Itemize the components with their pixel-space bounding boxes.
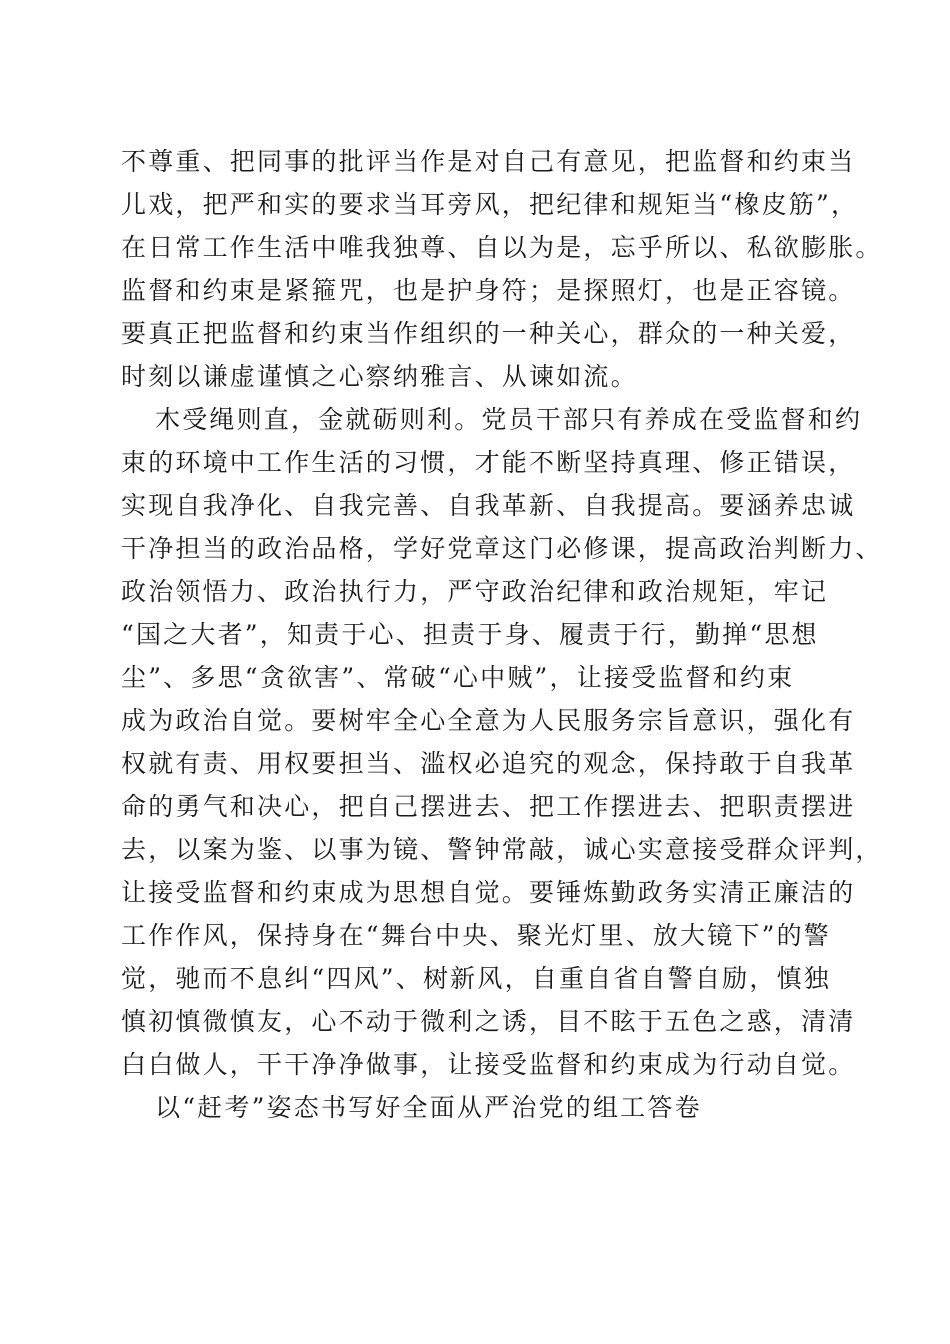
text-line: 让接受监督和约束成为思想自觉。要锤炼勤政务实清正廉洁的 [121, 878, 856, 907]
text-line: 实现自我净化、自我完善、自我革新、自我提高。要涵养忠诚 [121, 491, 856, 520]
text-line: “国之大者”，知责于心、担责于身、履责于行，勤掸“思想 [121, 620, 819, 649]
text-line: 干净担当的政治品格，学好党章这门必修课，提高政治判断力、 [121, 534, 883, 563]
text-line: 尘”、多思“贪欲害”、常破“心中贼”，让接受监督和约束 [121, 663, 795, 692]
text-line: 去，以案为鉴、以事为镜、警钟常敲，诚心实意接受群众评判， [121, 835, 883, 864]
text-line: 要真正把监督和约束当作组织的一种关心，群众的一种关爱， [121, 319, 856, 348]
section-heading: 以“赶考”姿态书写好全面从严治党的组工答卷 [155, 1093, 702, 1122]
text-line: 觉，驰而不息纠“四风”、树新风，自重自省自警自励，慎独 [121, 964, 831, 993]
text-line: 白白做人，干干净净做事，让接受监督和约束成为行动自觉。 [121, 1050, 856, 1079]
text-line: 时刻以谦虚谨慎之心察纳雅言、从谏如流。 [121, 362, 638, 391]
text-line: 成为政治自觉。要树牢全心全意为人民服务宗旨意识，强化有 [121, 706, 856, 735]
text-line: 在日常工作生活中唯我独尊、自以为是，忘乎所以、私欲膨胀。 [121, 233, 883, 262]
text-line: 监督和约束是紧箍咒，也是护身符；是探照灯，也是正容镜。 [121, 276, 856, 305]
text-line: 束的环境中工作生活的习惯，才能不断坚持真理、修正错误， [121, 448, 856, 477]
text-line: 工作作风，保持身在“舞台中央、聚光灯里、放大镜下”的警 [121, 921, 831, 950]
text-line: 命的勇气和决心，把自己摆进去、把工作摆进去、把职责摆进 [121, 792, 856, 821]
text-line: 政治领悟力、政治执行力，严守政治纪律和政治规矩，牢记 [121, 577, 829, 606]
paragraph-start-line: 木受绳则直，金就砺则利。党员干部只有养成在受监督和约 [155, 405, 863, 434]
text-line: 儿戏，把严和实的要求当耳旁风，把纪律和规矩当“橡皮筋”， [121, 190, 859, 219]
document-body [121, 140, 883, 1129]
text-line: 慎初慎微慎友，心不动于微利之诱，目不眩于五色之惑，清清 [121, 1007, 856, 1036]
text-line: 不尊重、把同事的批评当作是对自己有意见，把监督和约束当 [121, 147, 856, 176]
text-line: 权就有责、用权要担当、滥权必追究的观念，保持敢于自我革 [121, 749, 856, 778]
